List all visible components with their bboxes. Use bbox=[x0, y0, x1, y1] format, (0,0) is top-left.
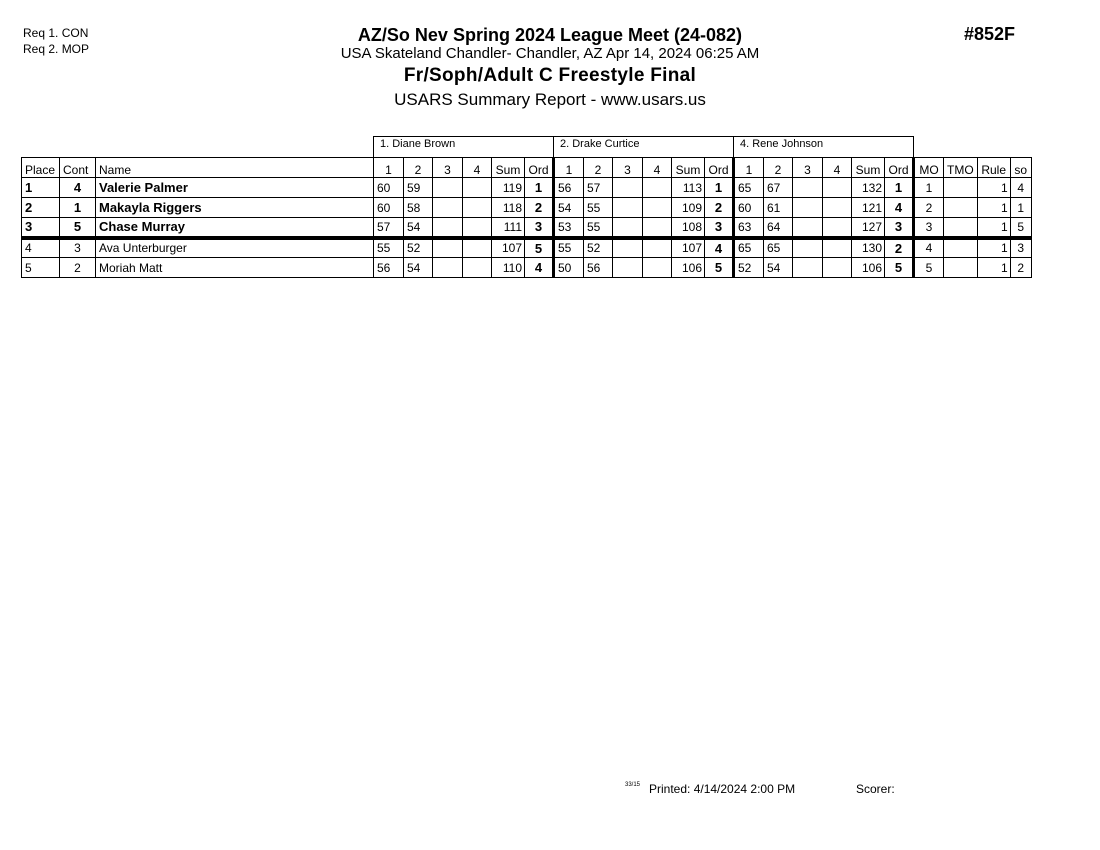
col-judge2-score3-header: 3 bbox=[613, 158, 643, 178]
judge2-score2-cell: 52 bbox=[584, 238, 613, 258]
col-mo-header: MO bbox=[914, 158, 944, 178]
table-row bbox=[22, 238, 1032, 258]
judge1-sum-cell: 111 bbox=[492, 218, 525, 238]
cont-cell: 1 bbox=[60, 198, 96, 218]
judge2-sum-cell: 113 bbox=[672, 178, 705, 198]
judge1-score2-cell: 59 bbox=[404, 178, 433, 198]
col-judge1-score4-header: 4 bbox=[463, 158, 492, 178]
judge1-ord-cell: 2 bbox=[525, 198, 554, 218]
col-rule-header: Rule bbox=[977, 158, 1010, 178]
table-row bbox=[22, 178, 1032, 198]
judge3-sum-cell: 106 bbox=[852, 258, 885, 278]
judge3-score1-cell: 65 bbox=[734, 238, 764, 258]
skater-name-cell: Moriah Matt bbox=[96, 258, 374, 278]
judge2-ord-cell: 4 bbox=[705, 238, 734, 258]
judge-3-name: 4. Rene Johnson bbox=[734, 137, 914, 158]
mo-cell: 3 bbox=[914, 218, 944, 238]
judge2-score3-cell bbox=[613, 198, 643, 218]
judge1-sum-cell: 107 bbox=[492, 238, 525, 258]
requirement-1: Req 1. CON bbox=[23, 26, 89, 40]
place-cell: 4 bbox=[22, 238, 60, 258]
judge1-score3-cell bbox=[433, 198, 463, 218]
mo-cell: 2 bbox=[914, 198, 944, 218]
judge2-ord-cell: 1 bbox=[705, 178, 734, 198]
col-tmo-header: TMO bbox=[944, 158, 978, 178]
table-row bbox=[22, 258, 1032, 278]
col-place-header: Place bbox=[22, 158, 60, 178]
judge3-score4-cell bbox=[823, 258, 852, 278]
table-row bbox=[22, 218, 1032, 238]
page-code: 33/15 bbox=[625, 782, 641, 788]
judge-header-row bbox=[22, 137, 1032, 158]
scorer-label: Scorer: bbox=[856, 782, 895, 796]
cont-cell: 2 bbox=[60, 258, 96, 278]
judge1-score1-cell: 56 bbox=[374, 258, 404, 278]
report-name: USARS Summary Report - www.usars.us bbox=[394, 90, 706, 109]
judge3-score2-cell: 65 bbox=[764, 238, 793, 258]
tmo-cell bbox=[944, 198, 978, 218]
col-judge1-score2-header: 2 bbox=[404, 158, 433, 178]
so-cell: 3 bbox=[1010, 238, 1031, 258]
judge1-score2-cell: 58 bbox=[404, 198, 433, 218]
column-header-row bbox=[22, 158, 1032, 178]
judge3-score2-cell: 61 bbox=[764, 198, 793, 218]
rule-cell: 1 bbox=[977, 238, 1010, 258]
judge1-score1-cell: 60 bbox=[374, 198, 404, 218]
judge3-sum-cell: 132 bbox=[852, 178, 885, 198]
judge2-sum-cell: 107 bbox=[672, 238, 705, 258]
judge2-score3-cell bbox=[613, 258, 643, 278]
place-cell: 1 bbox=[22, 178, 60, 198]
judge-spacer bbox=[22, 137, 374, 158]
judge1-ord-cell: 1 bbox=[525, 178, 554, 198]
event-name: Fr/Soph/Adult C Freestyle Final bbox=[403, 65, 697, 86]
rule-cell: 1 bbox=[977, 258, 1010, 278]
judge2-score2-cell: 57 bbox=[584, 178, 613, 198]
judge2-ord-cell: 2 bbox=[705, 198, 734, 218]
judge1-sum-cell: 119 bbox=[492, 178, 525, 198]
col-name-header: Name bbox=[96, 158, 374, 178]
col-judge1-score3-header: 3 bbox=[433, 158, 463, 178]
col-cont-header: Cont bbox=[60, 158, 96, 178]
judge2-sum-cell: 109 bbox=[672, 198, 705, 218]
judge2-score1-cell: 54 bbox=[554, 198, 584, 218]
judge1-ord-cell: 5 bbox=[525, 238, 554, 258]
col-so-header: so bbox=[1010, 158, 1031, 178]
judge3-score3-cell bbox=[793, 238, 823, 258]
judge2-score3-cell bbox=[613, 218, 643, 238]
tmo-cell bbox=[944, 218, 978, 238]
results-table bbox=[21, 136, 1032, 278]
judge2-score1-cell: 56 bbox=[554, 178, 584, 198]
judge3-score1-cell: 52 bbox=[734, 258, 764, 278]
judge1-score3-cell bbox=[433, 178, 463, 198]
judge1-score4-cell bbox=[463, 198, 492, 218]
judge3-score3-cell bbox=[793, 198, 823, 218]
so-cell: 5 bbox=[1010, 218, 1031, 238]
judge1-score3-cell bbox=[433, 218, 463, 238]
tmo-cell bbox=[944, 258, 978, 278]
judge3-ord-cell: 1 bbox=[885, 178, 914, 198]
judge2-score2-cell: 55 bbox=[584, 198, 613, 218]
judge3-score4-cell bbox=[823, 238, 852, 258]
tmo-cell bbox=[944, 178, 978, 198]
rule-cell: 1 bbox=[977, 198, 1010, 218]
judge2-score4-cell bbox=[643, 178, 672, 198]
judge2-ord-cell: 3 bbox=[705, 218, 734, 238]
judge2-score4-cell bbox=[643, 238, 672, 258]
cont-cell: 3 bbox=[60, 238, 96, 258]
judge1-score3-cell bbox=[433, 238, 463, 258]
judge3-score1-cell: 60 bbox=[734, 198, 764, 218]
skater-name-cell: Valerie Palmer bbox=[96, 178, 374, 198]
meet-location: USA Skateland Chandler- Chandler, AZ Apr 14, 2024 06:25 AM bbox=[340, 45, 760, 62]
judge3-score3-cell bbox=[793, 218, 823, 238]
judge2-score4-cell bbox=[643, 198, 672, 218]
judge3-score2-cell: 64 bbox=[764, 218, 793, 238]
printed-timestamp: Printed: 4/14/2024 2:00 PM bbox=[649, 782, 796, 796]
skater-name-cell: Chase Murray bbox=[96, 218, 374, 238]
cont-cell: 4 bbox=[60, 178, 96, 198]
judge1-score2-cell: 54 bbox=[404, 218, 433, 238]
judge1-score2-cell: 52 bbox=[404, 238, 433, 258]
judge2-score4-cell bbox=[643, 258, 672, 278]
judge2-score2-cell: 55 bbox=[584, 218, 613, 238]
col-judge2-score4-header: 4 bbox=[643, 158, 672, 178]
judge2-ord-cell: 5 bbox=[705, 258, 734, 278]
judge3-sum-cell: 121 bbox=[852, 198, 885, 218]
judge3-score3-cell bbox=[793, 178, 823, 198]
judge3-score1-cell: 63 bbox=[734, 218, 764, 238]
judge2-score1-cell: 53 bbox=[554, 218, 584, 238]
skater-name-cell: Makayla Riggers bbox=[96, 198, 374, 218]
judge-2-name: 2. Drake Curtice bbox=[554, 137, 734, 158]
so-cell: 2 bbox=[1010, 258, 1031, 278]
skater-name-cell: Ava Unterburger bbox=[96, 238, 374, 258]
judge2-sum-cell: 108 bbox=[672, 218, 705, 238]
col-judge3-sum-header: Sum bbox=[852, 158, 885, 178]
col-judge2-sum-header: Sum bbox=[672, 158, 705, 178]
col-judge3-score4-header: 4 bbox=[823, 158, 852, 178]
so-cell: 1 bbox=[1010, 198, 1031, 218]
place-cell: 2 bbox=[22, 198, 60, 218]
rule-cell: 1 bbox=[977, 178, 1010, 198]
judge1-score1-cell: 55 bbox=[374, 238, 404, 258]
judge3-score2-cell: 54 bbox=[764, 258, 793, 278]
judge1-score1-cell: 57 bbox=[374, 218, 404, 238]
judge1-ord-cell: 4 bbox=[525, 258, 554, 278]
judge1-score3-cell bbox=[433, 258, 463, 278]
judge3-sum-cell: 127 bbox=[852, 218, 885, 238]
table-row bbox=[22, 198, 1032, 218]
judge3-ord-cell: 2 bbox=[885, 238, 914, 258]
judge2-score3-cell bbox=[613, 178, 643, 198]
results-body bbox=[22, 178, 1032, 278]
col-judge2-score1-header: 1 bbox=[554, 158, 584, 178]
judge1-score2-cell: 54 bbox=[404, 258, 433, 278]
place-cell: 5 bbox=[22, 258, 60, 278]
judge1-sum-cell: 110 bbox=[492, 258, 525, 278]
judge2-sum-cell: 106 bbox=[672, 258, 705, 278]
judge3-score1-cell: 65 bbox=[734, 178, 764, 198]
col-judge3-score2-header: 2 bbox=[764, 158, 793, 178]
col-judge2-ord-header: Ord bbox=[705, 158, 734, 178]
cont-cell: 5 bbox=[60, 218, 96, 238]
tmo-cell bbox=[944, 238, 978, 258]
judge1-score4-cell bbox=[463, 238, 492, 258]
judge2-score3-cell bbox=[613, 238, 643, 258]
col-judge2-score2-header: 2 bbox=[584, 158, 613, 178]
judge3-score4-cell bbox=[823, 198, 852, 218]
judge3-sum-cell: 130 bbox=[852, 238, 885, 258]
judge3-ord-cell: 3 bbox=[885, 218, 914, 238]
judge3-score4-cell bbox=[823, 178, 852, 198]
rule-cell: 1 bbox=[977, 218, 1010, 238]
judge2-score4-cell bbox=[643, 218, 672, 238]
mo-cell: 5 bbox=[914, 258, 944, 278]
judge3-score4-cell bbox=[823, 218, 852, 238]
col-judge1-sum-header: Sum bbox=[492, 158, 525, 178]
mo-cell: 4 bbox=[914, 238, 944, 258]
judge2-score2-cell: 56 bbox=[584, 258, 613, 278]
judge1-score1-cell: 60 bbox=[374, 178, 404, 198]
judge3-score2-cell: 67 bbox=[764, 178, 793, 198]
judge3-ord-cell: 4 bbox=[885, 198, 914, 218]
meet-title: AZ/So Nev Spring 2024 League Meet (24-082) bbox=[357, 25, 743, 45]
judge-1-name: 1. Diane Brown bbox=[374, 137, 554, 158]
judge3-score3-cell bbox=[793, 258, 823, 278]
judge1-score4-cell bbox=[463, 178, 492, 198]
col-judge1-score1-header: 1 bbox=[374, 158, 404, 178]
judge-spacer-right bbox=[914, 137, 1032, 158]
judge2-score1-cell: 55 bbox=[554, 238, 584, 258]
requirement-2: Req 2. MOP bbox=[23, 42, 90, 56]
mo-cell: 1 bbox=[914, 178, 944, 198]
judge1-sum-cell: 118 bbox=[492, 198, 525, 218]
event-number: #852F bbox=[964, 24, 1016, 44]
col-judge3-score1-header: 1 bbox=[734, 158, 764, 178]
judge1-score4-cell bbox=[463, 258, 492, 278]
judge1-ord-cell: 3 bbox=[525, 218, 554, 238]
col-judge1-ord-header: Ord bbox=[525, 158, 554, 178]
col-judge3-score3-header: 3 bbox=[793, 158, 823, 178]
judge2-score1-cell: 50 bbox=[554, 258, 584, 278]
col-judge3-ord-header: Ord bbox=[885, 158, 914, 178]
so-cell: 4 bbox=[1010, 178, 1031, 198]
judge3-ord-cell: 5 bbox=[885, 258, 914, 278]
place-cell: 3 bbox=[22, 218, 60, 238]
judge1-score4-cell bbox=[463, 218, 492, 238]
